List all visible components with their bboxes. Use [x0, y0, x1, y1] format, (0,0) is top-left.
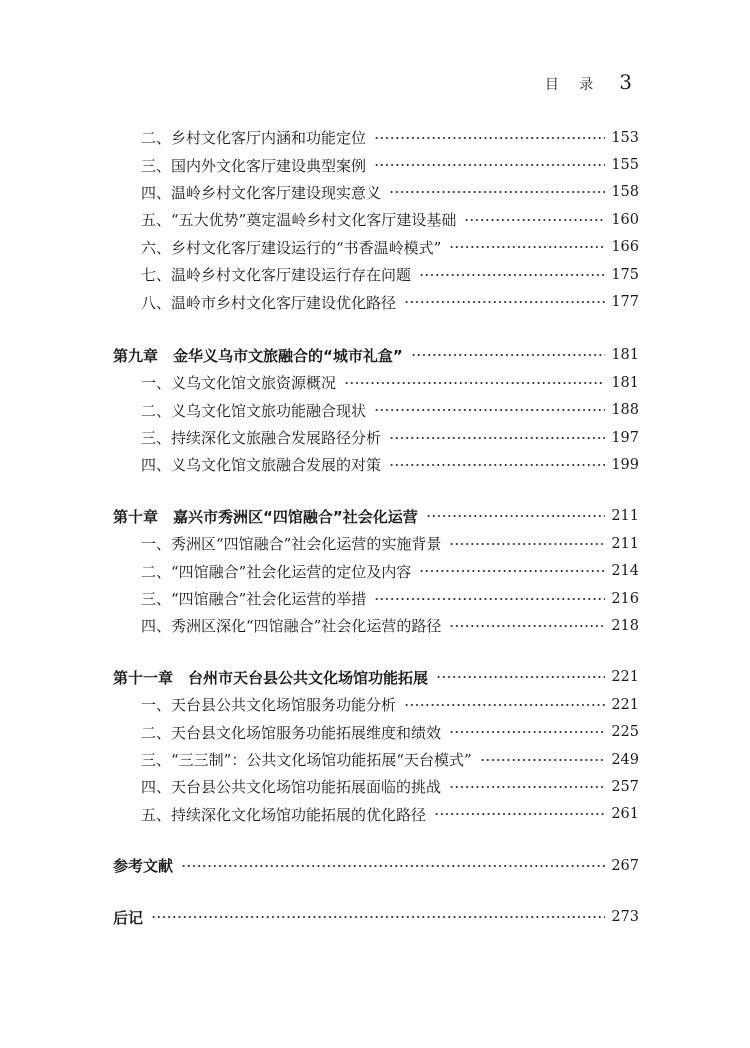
toc-entry[interactable] [113, 773, 639, 800]
dot-leader [419, 274, 605, 276]
toc-entry-page: 216 [611, 590, 639, 607]
toc-entry-page: 155 [611, 157, 639, 174]
dot-leader [374, 598, 605, 600]
toc-entry-title: 四、天台县公共文化场馆功能拓展面临的挑战 [141, 778, 442, 797]
toc-entry-page: 249 [611, 751, 639, 768]
toc-chapter-page: 221 [611, 669, 639, 686]
toc-entry-page: 177 [611, 294, 639, 311]
dot-leader [389, 191, 605, 193]
toc-chapter-title: 第十章 嘉兴市秀洲区“四馆融合”社会化运营 [113, 507, 418, 526]
toc-entry-page: 160 [611, 211, 639, 228]
toc-entry-title: 八、温岭市乡村文化客厅建设优化路径 [141, 293, 397, 312]
dot-leader [374, 164, 605, 166]
toc-entry[interactable] [113, 369, 639, 396]
toc-chapter[interactable] [113, 852, 639, 879]
toc-entry[interactable] [113, 151, 639, 178]
toc-entry-title: 三、国内外文化客厅建设典型案例 [141, 156, 367, 175]
toc-entry[interactable] [113, 530, 639, 557]
toc-entry-title: 一、义乌文化馆文旅资源概况 [141, 374, 337, 393]
toc-chapter-page: 267 [611, 857, 639, 874]
toc-entry[interactable] [113, 585, 639, 612]
page-number: 3 [619, 70, 632, 94]
running-head [545, 70, 632, 94]
toc-chapter-page: 211 [611, 508, 639, 525]
toc-entry-title: 三、持续深化文旅融合发展路径分析 [141, 429, 382, 448]
dot-leader [181, 865, 605, 867]
dot-leader [404, 301, 605, 303]
toc-entry-title: 五、持续深化文化场馆功能拓展的优化路径 [141, 805, 427, 824]
dot-leader [449, 625, 605, 627]
toc-entry[interactable] [113, 124, 639, 151]
toc-entry-title: 四、温岭乡村文化客厅建设现实意义 [141, 183, 382, 202]
toc-entry-page: 181 [611, 374, 639, 391]
toc-entry-page: 158 [611, 184, 639, 201]
dot-leader [436, 676, 605, 678]
toc-group [113, 124, 639, 316]
toc-chapter-title: 第十一章 台州市天台县公共文化场馆功能拓展 [113, 668, 429, 687]
toc-chapter-title: 后记 [113, 908, 144, 927]
toc-chapter[interactable] [113, 664, 639, 691]
toc-chapter[interactable] [113, 342, 639, 369]
toc-chapter[interactable] [113, 503, 639, 530]
toc-entry-title: 二、乡村文化客厅内涵和功能定位 [141, 129, 367, 148]
toc-entry-title: 一、秀洲区“四馆融合”社会化运营的实施背景 [141, 535, 442, 554]
toc-entry-page: 188 [611, 402, 639, 419]
dot-leader [449, 786, 605, 788]
toc-entry[interactable] [113, 424, 639, 451]
dot-leader [389, 464, 605, 466]
toc-entry[interactable] [113, 612, 639, 639]
dot-leader [419, 570, 605, 572]
toc-entry[interactable] [113, 179, 639, 206]
toc-entry-title: 二、“四馆融合”社会化运营的定位及内容 [141, 562, 412, 581]
toc-chapter-title: 参考文献 [113, 857, 174, 876]
section-title: 目 录 [544, 77, 602, 93]
toc-entry-page: 257 [611, 778, 639, 795]
toc-entry-title: 五、“五大优势”奠定温岭乡村文化客厅建设基础 [141, 211, 457, 230]
toc-group [113, 903, 639, 930]
toc-entry[interactable] [113, 397, 639, 424]
toc-chapter-page: 181 [611, 347, 639, 364]
table-of-contents [113, 124, 639, 955]
toc-entry[interactable] [113, 801, 639, 828]
toc-entry-title: 六、乡村文化客厅建设运行的“书香温岭模式” [141, 238, 442, 257]
toc-group [113, 342, 639, 479]
dot-leader [434, 813, 605, 815]
dot-leader [449, 543, 605, 545]
toc-entry[interactable] [113, 206, 639, 233]
toc-entry-page: 218 [611, 617, 639, 634]
toc-group [113, 664, 639, 828]
toc-entry[interactable] [113, 691, 639, 718]
toc-entry[interactable] [113, 451, 639, 478]
toc-entry[interactable] [113, 234, 639, 261]
toc-entry-page: 199 [611, 456, 639, 473]
toc-entry-title: 二、天台县文化场馆服务功能拓展维度和绩效 [141, 723, 442, 742]
toc-entry-title: 四、秀洲区深化“四馆融合”社会化运营的路径 [141, 617, 442, 636]
toc-group [113, 852, 639, 879]
toc-entry-page: 166 [611, 239, 639, 256]
toc-entry-page: 197 [611, 429, 639, 446]
toc-entry-title: 三、“四馆融合”社会化运营的举措 [141, 590, 367, 609]
toc-group [113, 503, 639, 640]
toc-entry-title: 七、温岭乡村文化客厅建设运行存在问题 [141, 266, 412, 285]
toc-chapter-title: 第九章 金华义乌市文旅融合的“城市礼盒” [113, 346, 403, 365]
toc-chapter[interactable] [113, 903, 639, 930]
dot-leader [374, 137, 605, 139]
toc-entry-page: 225 [611, 724, 639, 741]
toc-entry[interactable] [113, 718, 639, 745]
toc-chapter-page: 273 [611, 909, 639, 926]
dot-leader [411, 354, 606, 356]
toc-entry-page: 153 [611, 129, 639, 146]
toc-entry-title: 四、义乌文化馆文旅融合发展的对策 [141, 456, 382, 475]
toc-entry-page: 211 [611, 535, 639, 552]
toc-entry-page: 214 [611, 563, 639, 580]
dot-leader [449, 246, 605, 248]
dot-leader [374, 409, 605, 411]
toc-entry-title: 三、“三三制”：公共文化场馆功能拓展“天台模式” [141, 751, 472, 769]
toc-entry-page: 221 [611, 696, 639, 713]
toc-entry[interactable] [113, 261, 639, 288]
toc-entry-title: 一、天台县公共文化场馆服务功能分析 [141, 696, 397, 715]
toc-entry-title: 二、义乌文化馆文旅功能融合现状 [141, 401, 367, 420]
dot-leader [464, 219, 605, 221]
toc-entry-page: 175 [611, 266, 639, 283]
toc-entry[interactable] [113, 746, 639, 773]
dot-leader [480, 759, 606, 761]
dot-leader [404, 704, 605, 706]
toc-entry[interactable] [113, 288, 639, 315]
dot-leader [426, 515, 606, 517]
toc-entry[interactable] [113, 557, 639, 584]
dot-leader [449, 731, 605, 733]
dot-leader [151, 916, 605, 918]
toc-entry-page: 261 [611, 806, 639, 823]
dot-leader [389, 437, 605, 439]
dot-leader [344, 382, 605, 384]
